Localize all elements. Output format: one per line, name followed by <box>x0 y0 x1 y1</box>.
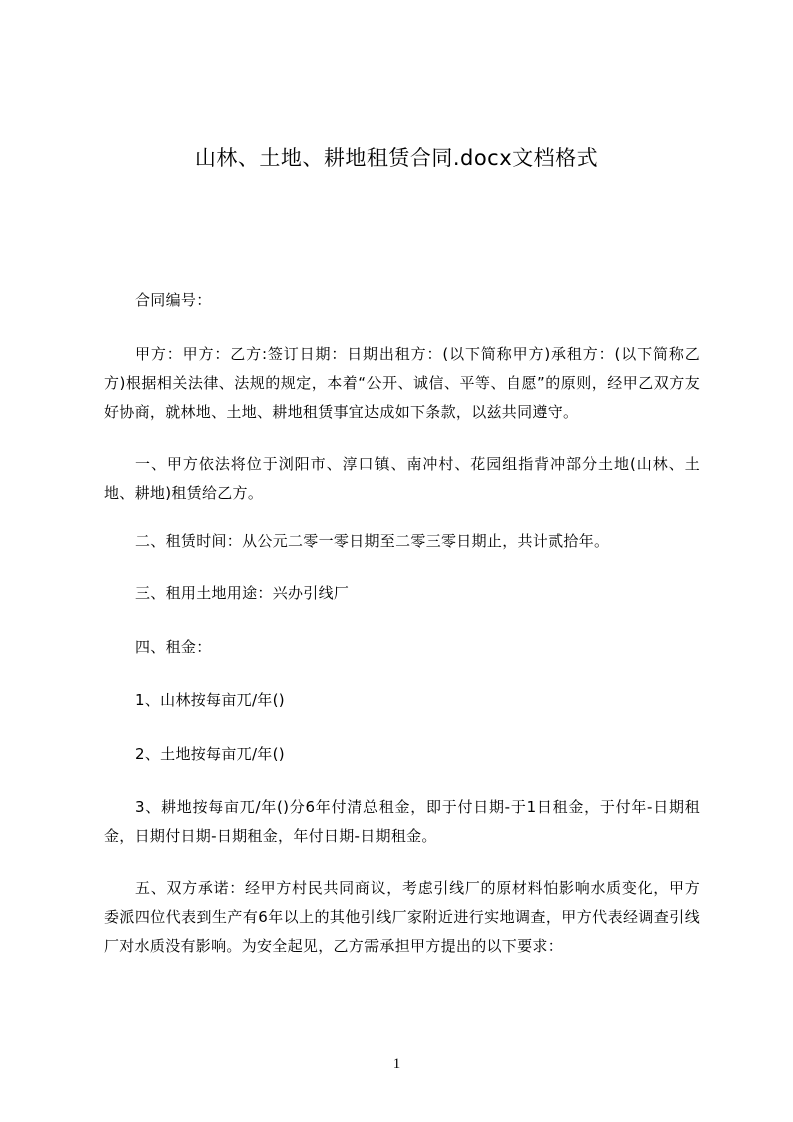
rent-item-1: 1、山林按每亩兀/年() <box>135 691 285 709</box>
rent-item-2: 2、土地按每亩兀/年() <box>135 745 285 763</box>
clause-1-paragraph: 一、甲方依法将位于浏阳市、淳口镇、南冲村、花园组指背冲部分土地(山林、土地、耕地)租赁给乙方。 <box>104 455 700 502</box>
parties-paragraph: 甲方：甲方：乙方:签订日期：日期出租方：(以下简称甲方)承租方：(以下简称乙方)根据相关法律、法规的规定，本着“公开、诚信、平等、自愿”的原则，经甲乙双方友好协商，就林地、土地、耕地租赁事宜达成如下条款，以兹共同遵守。 <box>104 345 700 421</box>
page-number: 1 <box>392 1056 401 1072</box>
rent-item-3: 3、耕地按每亩兀/年()分6年付清总租金，即于付日期-于1日租金，于付年-日期租金，日期付日期-日期租金，年付日期-日期租金。 <box>104 798 700 845</box>
clause-4-paragraph: 四、租金： <box>135 638 212 656</box>
clause-5-paragraph: 五、双方承诺：经甲方村民共同商议，考虑引线厂的原材料怕影响水质变化，甲方委派四位代表到生产有6年以上的其他引线厂家附近进行实地调查，甲方代表经调查引线厂对水质没有影响。为安全起见，乙方需承担甲方提出的以下要求： <box>104 879 700 955</box>
clause-2-paragraph: 二、租赁时间：从公元二零一零日期至二零三零日期止，共计贰拾年。 <box>135 532 610 550</box>
contract-number-paragraph: 合同编号： <box>135 291 212 309</box>
clause-3-paragraph: 三、租用土地用途：兴办引线厂 <box>135 584 350 602</box>
document-title: 山林、土地、耕地租赁合同.docx文档格式 <box>194 146 599 170</box>
